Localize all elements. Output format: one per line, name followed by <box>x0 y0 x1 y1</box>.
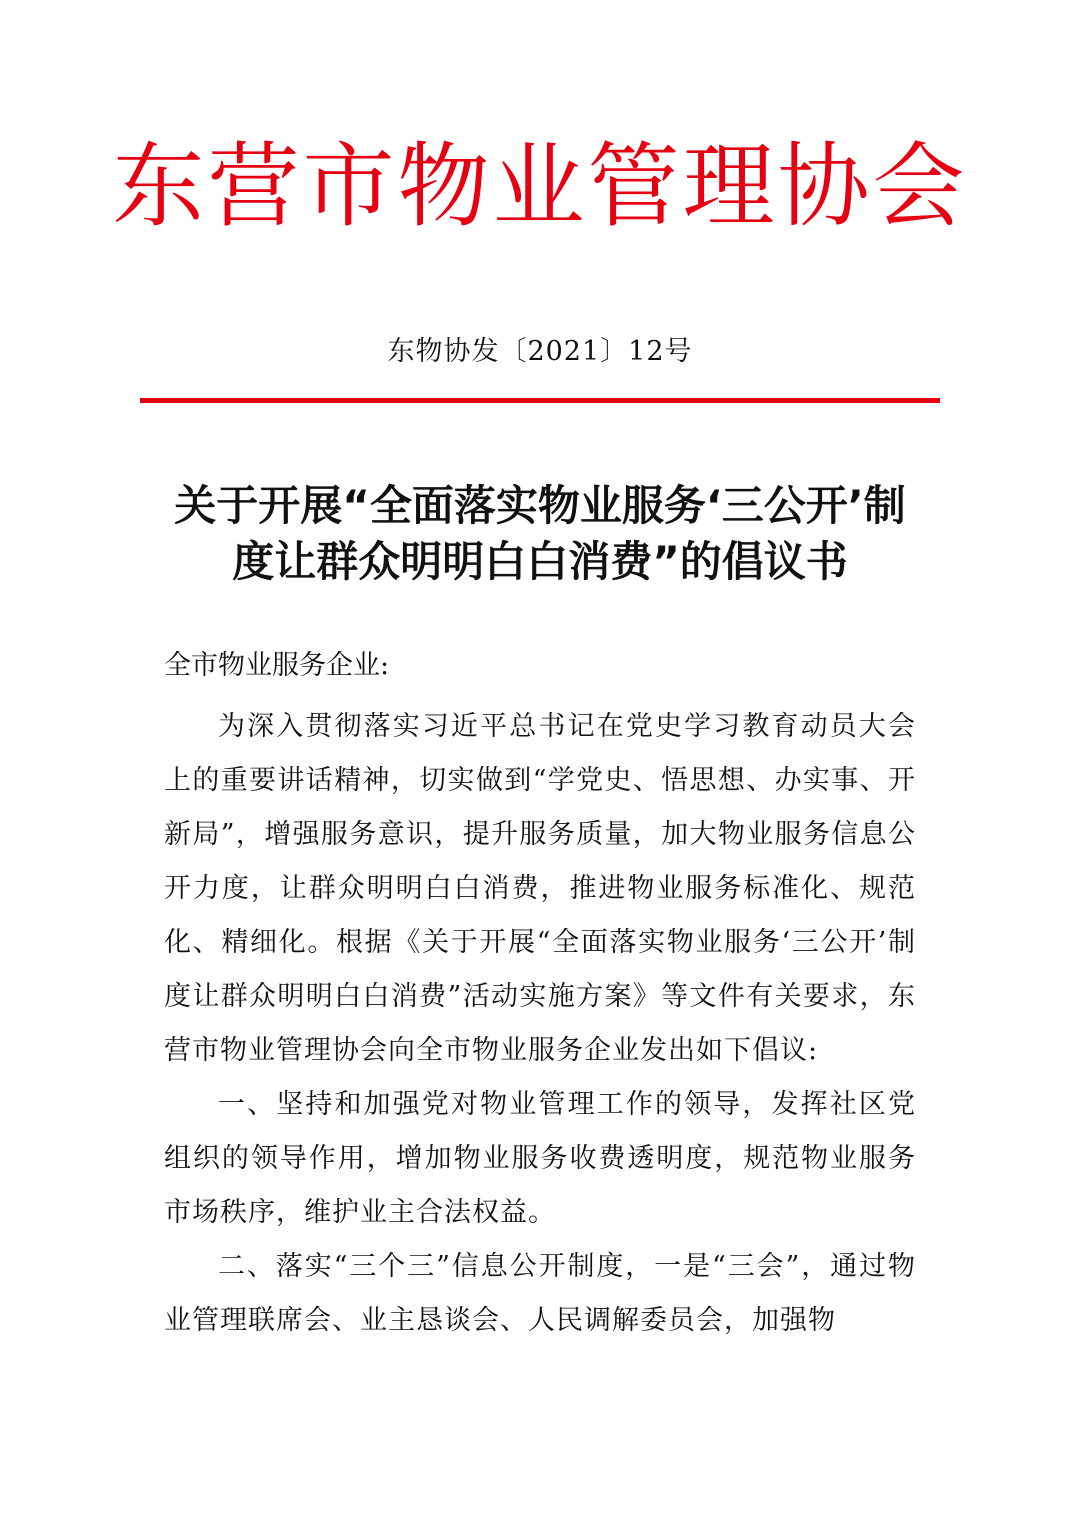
salutation: 全市物业服务企业: <box>164 650 390 681</box>
body-paragraph-intro: 为深入贯彻落实习近平总书记在党史学习教育动员大会上的重要讲话精神，切实做到“学党史、悟思想、办实事、开新局”，增强服务意识，提升服务质量，加大物业服务信息公开力度，让群众明明白白消费，推进物业服务标准化、规范化、精细化。根据《关于开展“全面落实物业服务‘三公开’制度让群众明明白白消费”活动实施方案》等文件有关要求，东营市物业管理协会向全市物业服务企业发出如下倡议: <box>164 711 916 1066</box>
document-title <box>150 478 930 590</box>
organization-header: 东营市物业管理协会 <box>112 133 968 240</box>
body-paragraph-item-2: 二、落实“三个三”信息公开制度，一是“三会”，通过物业管理联席会、业主恳谈会、人民调解委员会，加强物 <box>164 1251 916 1336</box>
document-title-line-1: 关于开展“全面落实物业服务‘三公开’制 <box>174 481 906 530</box>
red-divider-line <box>140 398 940 403</box>
document-number: 东物协发〔2021〕12号 <box>387 336 693 367</box>
body-paragraph-item-1: 一、坚持和加强党对物业管理工作的领导，发挥社区党组织的领导作用，增加物业服务收费透明度，规范物业服务市场秩序，维护业主合法权益。 <box>164 1089 916 1228</box>
document-title-line-2: 度让群众明明白白消费”的倡议书 <box>232 537 848 586</box>
document-body <box>164 700 916 1348</box>
